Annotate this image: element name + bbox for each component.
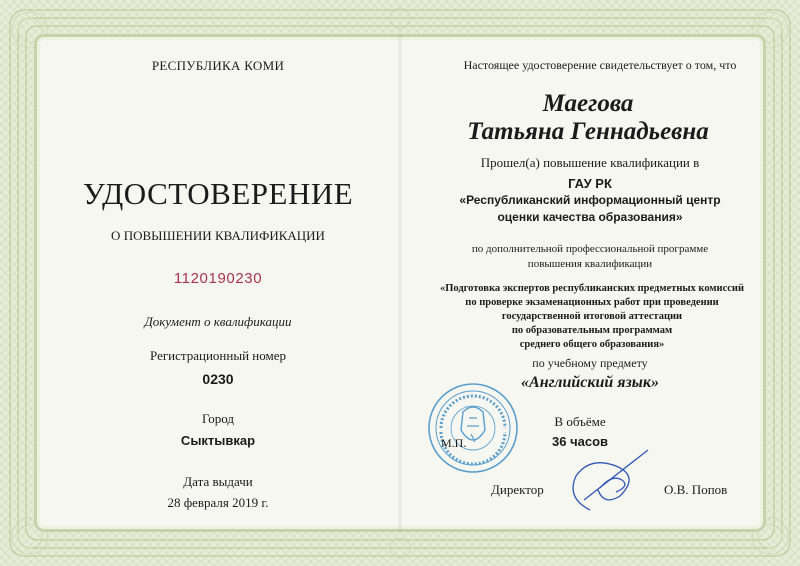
certificate-number: 1120190230: [173, 270, 263, 287]
registration-label: Регистрационный номер: [150, 348, 286, 363]
issue-date-label: Дата выдачи: [183, 474, 253, 489]
certificate-subtitle: О ПОВЫШЕНИИ КВАЛИФИКАЦИИ: [111, 228, 325, 243]
course-line-4: по образовательным программам: [511, 325, 673, 336]
director-signature: [560, 440, 656, 518]
city-value: Сыктывкар: [180, 433, 256, 448]
document-type: Документ о квалификации: [144, 314, 292, 329]
volume-value: 36 часов: [551, 434, 609, 449]
certificate-title: УДОСТОВЕРЕНИЕ: [82, 176, 354, 211]
city-label: Город: [201, 411, 235, 426]
intro-text: Настоящее удостоверение свидетельствует о том, что: [463, 58, 737, 72]
holder-surname: Маегова: [542, 90, 634, 117]
course-line-1: «Подготовка экспертов республиканских предметных комиссий: [439, 283, 745, 294]
course-line-2: по проверке экзаменационных работ при проведении: [465, 297, 719, 308]
director-label: Директор: [491, 482, 544, 497]
republic-label: РЕСПУБЛИКА КОМИ: [151, 58, 285, 73]
issue-date-value: 28 февраля 2019 г.: [167, 495, 269, 510]
organization-line-2: «Республиканский информационный центр: [459, 193, 721, 207]
program-line-2: повышения квалификации: [527, 258, 653, 270]
official-seal: [427, 382, 519, 474]
holder-name: Татьяна Геннадьевна: [467, 118, 709, 145]
subject-value: «Английский язык»: [521, 374, 659, 391]
course-line-5: среднего общего образования»: [519, 339, 665, 350]
director-name: О.В. Попов: [664, 482, 728, 497]
subject-label: по учебному предмету: [532, 356, 648, 370]
page-fold: [398, 34, 402, 532]
registration-number: 0230: [202, 371, 234, 387]
program-line-1: по дополнительной профессиональной программе: [471, 243, 709, 255]
volume-label: В объёме: [554, 414, 606, 429]
course-line-3: государственной итоговой аттестации: [501, 311, 683, 322]
stamp-label: М.П.: [441, 436, 467, 450]
organization-line-3: оценки качества образования»: [497, 210, 683, 224]
organization-line-1: ГАУ РК: [568, 176, 612, 191]
passed-text: Прошел(а) повышение квалификации в: [480, 155, 700, 170]
